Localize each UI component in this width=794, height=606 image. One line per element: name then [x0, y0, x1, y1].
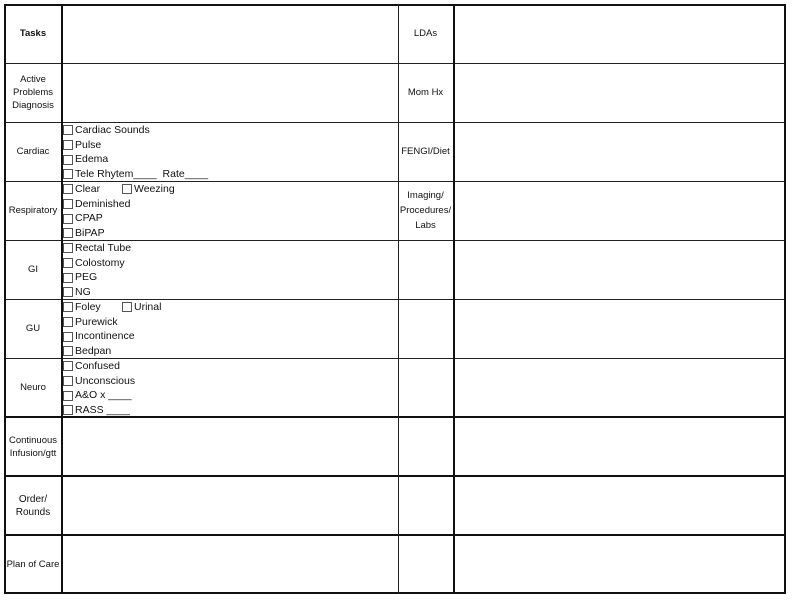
- column-divider: [61, 4, 63, 594]
- checkbox-purewick[interactable]: Purewick: [63, 315, 161, 330]
- tasks-entry-cell[interactable]: [63, 4, 398, 63]
- checkbox-weezing[interactable]: Weezing: [122, 182, 175, 197]
- checkbox-bedpan[interactable]: Bedpan: [63, 344, 161, 359]
- checkbox-foley[interactable]: Foley: [63, 300, 122, 315]
- checkbox-icon[interactable]: [63, 317, 73, 327]
- checkbox-peg[interactable]: PEG: [63, 270, 131, 285]
- checkbox-icon[interactable]: [63, 273, 73, 283]
- row-divider: [4, 63, 786, 64]
- checkbox-bipap[interactable]: BiPAP: [63, 226, 175, 241]
- row-label-gu: GU: [25, 323, 41, 334]
- table-border-top: [4, 4, 786, 6]
- checkbox-icon[interactable]: [63, 376, 73, 386]
- row-label-fengi-diet: FENGI/Diet: [401, 146, 450, 157]
- checkbox-icon[interactable]: [63, 140, 73, 150]
- plan-of-care-entry-cell[interactable]: [63, 535, 398, 594]
- continuous-infusion-entry-cell[interactable]: [63, 417, 398, 476]
- respiratory-checklist: [63, 182, 175, 241]
- imaging-procedures-labs-entry-cell[interactable]: [454, 181, 786, 240]
- fengi-diet-entry-cell[interactable]: [454, 122, 786, 181]
- checkbox-unconscious[interactable]: Unconscious: [63, 374, 135, 389]
- column-divider: [398, 4, 399, 594]
- row-divider: [4, 475, 786, 477]
- checkbox-icon[interactable]: [63, 332, 73, 342]
- row-label-cardiac: Cardiac: [16, 146, 50, 157]
- checkbox-icon[interactable]: [63, 258, 73, 268]
- checkbox-tele-rhythm-rate[interactable]: Tele Rhytem____ Rate____: [63, 167, 208, 182]
- checkbox-icon[interactable]: [63, 169, 73, 179]
- checkbox-cpap[interactable]: CPAP: [63, 211, 175, 226]
- checkbox-cardiac-sounds[interactable]: Cardiac Sounds: [63, 123, 208, 138]
- order-rounds-entry-cell[interactable]: [63, 476, 398, 535]
- checkbox-icon[interactable]: [63, 361, 73, 371]
- checkbox-alert-oriented[interactable]: A&O x ____: [63, 388, 135, 403]
- row-label-order-rounds: Order/ Rounds: [15, 493, 51, 518]
- checkbox-confused[interactable]: Confused: [63, 359, 135, 374]
- checkbox-icon[interactable]: [63, 184, 73, 194]
- neuro-checklist: [63, 359, 135, 418]
- checkbox-rass[interactable]: RASS ____: [63, 403, 135, 418]
- row-label-neuro: Neuro: [20, 382, 46, 393]
- checkbox-icon[interactable]: [63, 243, 73, 253]
- care-form-table: [4, 4, 786, 594]
- table-border-right: [784, 4, 786, 594]
- checkbox-icon[interactable]: [63, 287, 73, 297]
- cardiac-checklist: [63, 123, 208, 182]
- checkbox-urinal[interactable]: Urinal: [122, 300, 161, 315]
- row-divider: [4, 181, 786, 182]
- checkbox-icon[interactable]: [63, 199, 73, 209]
- checkbox-icon[interactable]: [122, 302, 132, 312]
- checkbox-icon[interactable]: [63, 125, 73, 135]
- row-label-tasks: Tasks: [19, 28, 47, 39]
- table-border-bottom: [4, 592, 786, 594]
- row-divider: [4, 122, 786, 123]
- row-label-mom-hx: Mom Hx: [407, 87, 444, 98]
- row-label-active-problems: Active Problems Diagnosis: [12, 74, 54, 111]
- checkbox-icon[interactable]: [63, 155, 73, 165]
- row-divider: [4, 416, 786, 418]
- checkbox-clear[interactable]: Clear: [63, 182, 122, 197]
- checkbox-icon[interactable]: [63, 346, 73, 356]
- checkbox-icon[interactable]: [63, 405, 73, 415]
- gi-checklist: [63, 241, 131, 300]
- checkbox-incontinence[interactable]: Incontinence: [63, 329, 161, 344]
- checkbox-icon[interactable]: [63, 391, 73, 401]
- checkbox-pulse[interactable]: Pulse: [63, 138, 208, 153]
- row-divider: [4, 299, 786, 300]
- row-label-gi: GI: [27, 264, 39, 275]
- checkbox-icon[interactable]: [63, 214, 73, 224]
- active-problems-entry-cell[interactable]: [63, 63, 398, 122]
- checkbox-ng[interactable]: NG: [63, 285, 131, 300]
- checkbox-deminished[interactable]: Deminished: [63, 197, 175, 212]
- checkbox-rectal-tube[interactable]: Rectal Tube: [63, 241, 131, 256]
- gu-checklist: [63, 300, 161, 359]
- row-label-imaging-procedures-labs: Imaging/ Procedures/ Labs: [399, 190, 452, 231]
- row-divider: [4, 240, 786, 241]
- row-label-plan-of-care: Plan of Care: [6, 559, 60, 570]
- mom-hx-entry-cell[interactable]: [454, 63, 786, 122]
- checkbox-icon[interactable]: [122, 184, 132, 194]
- ldas-entry-cell[interactable]: [454, 4, 786, 63]
- column-divider: [453, 4, 455, 594]
- checkbox-icon[interactable]: [63, 228, 73, 238]
- row-divider: [4, 534, 786, 536]
- row-divider: [4, 358, 786, 359]
- checkbox-colostomy[interactable]: Colostomy: [63, 256, 131, 271]
- row-label-respiratory: Respiratory: [8, 205, 58, 216]
- checkbox-edema[interactable]: Edema: [63, 152, 208, 167]
- row-label-continuous-infusion: Continuous Infusion/gtt: [8, 434, 58, 459]
- checkbox-icon[interactable]: [63, 302, 73, 312]
- table-border-left: [4, 4, 6, 594]
- row-label-ldas: LDAs: [413, 28, 438, 39]
